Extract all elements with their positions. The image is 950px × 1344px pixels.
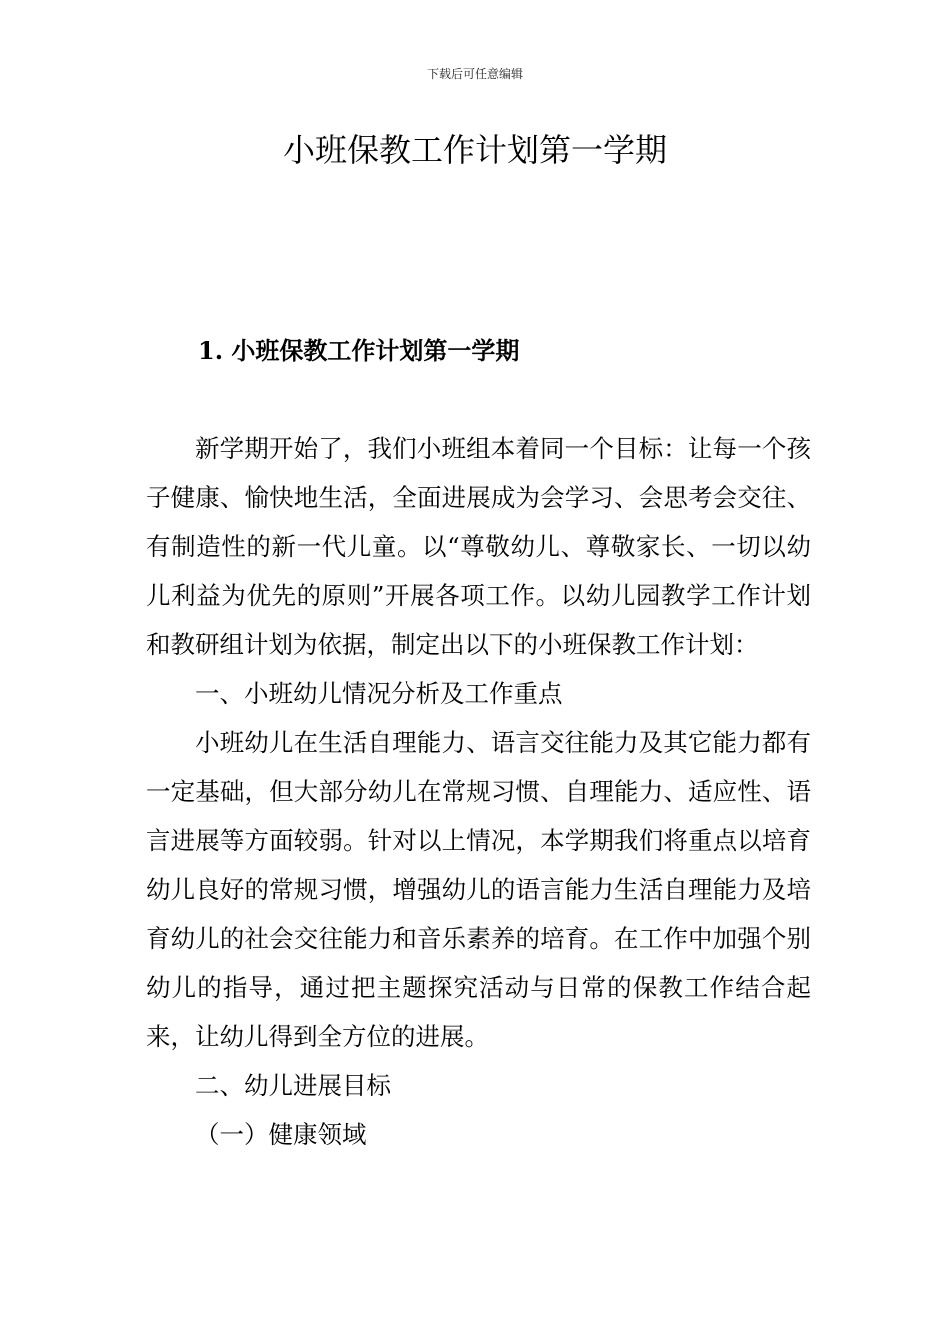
document-title: 小班保教工作计划第一学期 — [282, 131, 667, 169]
document-body — [146, 424, 811, 1159]
subheading-development-goals: 二、幼儿进展目标 — [195, 1071, 391, 1100]
header-note: 下载后可任意编辑 — [426, 67, 523, 81]
situation-paragraph: 小班幼儿在生活自理能力、语言交往能力及其它能力都有一定基础，但大部分幼儿在常规习惯、自理能力、适应性、语言进展等方面较弱。针对以上情况，本学期我们将重点以培育幼儿良好的常规习惯，增强幼儿的语言能力生活自理能力及培育幼儿的社会交往能力和音乐素养的培育。在工作中加强个别幼儿的指导，通过把主题探究活动与日常的保教工作结合起来，让幼儿得到全方位的进展。 — [146, 728, 811, 1051]
section-heading: 1. 小班保教工作计划第一学期 — [198, 336, 520, 365]
subheading-health-domain: （一）健康领域 — [195, 1120, 367, 1149]
intro-paragraph: 新学期开始了，我们小班组本着同一个目标：让每一个孩子健康、愉快地生活，全面进展成为会学习、会思考会交往、有制造性的新一代儿童。以“尊敬幼儿、尊敬家长、一切以幼儿利益为优先的原则”开展各项工作。以幼儿园教学工作计划和教研组计划为依据，制定出以下的小班保教工作计划： — [146, 434, 811, 659]
subheading-situation-analysis: 一、小班幼儿情况分析及工作重点 — [195, 679, 563, 708]
